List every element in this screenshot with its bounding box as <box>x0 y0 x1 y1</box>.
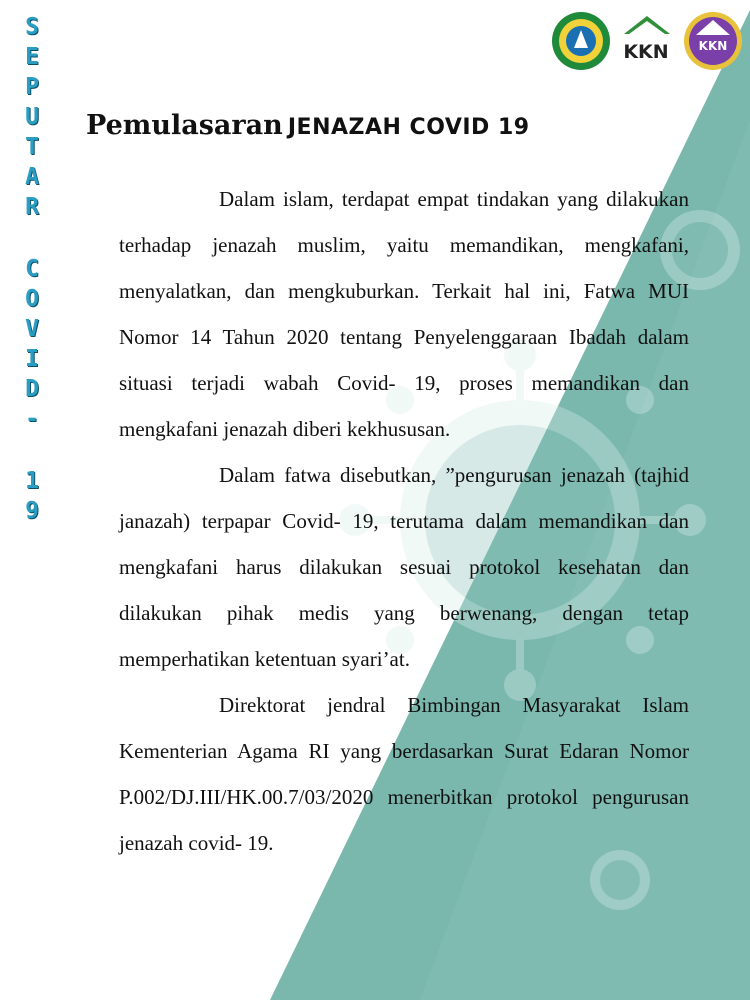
side-label-char: R <box>25 194 39 220</box>
side-label-char: I <box>25 346 39 372</box>
side-label-char: - <box>25 406 39 432</box>
side-label-char: E <box>25 44 39 70</box>
side-label-char: P <box>25 74 39 100</box>
kkn-dr-emblem-text: KKN <box>698 39 728 53</box>
logo-strip <box>550 8 744 74</box>
article-body <box>119 176 689 866</box>
side-label-char: U <box>25 104 39 130</box>
paragraph-2: Dalam fatwa disebutkan, ”pengurusan jenazah (tajhid janazah) terpapar Covid- 19, terutama dalam memandikan dan mengkafani harus dilakukan sesuai protokol kesehatan dan dilakukan pihak medis yang berwenang, dengan tetap memperhatikan ketentuan syari’at. <box>119 463 689 671</box>
university-emblem-icon <box>550 10 612 72</box>
kkn-dr-emblem-icon <box>682 10 744 72</box>
kkn-logo-icon <box>616 10 678 72</box>
side-label-char: T <box>25 134 39 160</box>
side-label-char: S <box>25 14 39 40</box>
side-label-char: 1 <box>25 468 39 494</box>
side-label-char: 9 <box>25 498 39 524</box>
side-label-char: D <box>25 376 39 402</box>
side-label-char: O <box>25 286 39 312</box>
title-part-1: Pemulasaran <box>86 110 283 141</box>
side-label-char: V <box>25 316 39 342</box>
kkn-logo-text: KKN <box>623 41 669 63</box>
side-label-vertical <box>14 12 50 526</box>
paragraph-3: Direktorat jendral Bimbingan Masyarakat Islam Kementerian Agama RI yang berdasarkan Surat Edaran Nomor P.002/DJ.III/HK.00.7/03/2020 menerbitkan protokol pengurusan jenazah covid- 19. <box>119 693 689 855</box>
paragraph-1: Dalam islam, terdapat empat tindakan yang dilakukan terhadap jenazah muslim, yaitu memandikan, mengkafani, menyalatkan, dan mengkuburkan. Terkait hal ini, Fatwa MUI Nomor 14 Tahun 2020 tentang Penyelenggaraan Ibadah dalam situasi terjadi wabah Covid- 19, proses memandikan dan mengkafani jenazah diberi kekhususan. <box>119 187 689 441</box>
page-title <box>86 110 530 141</box>
side-label-char: C <box>25 256 39 282</box>
side-label-char: A <box>25 164 39 190</box>
title-part-2: JENAZAH COVID 19 <box>287 115 530 140</box>
